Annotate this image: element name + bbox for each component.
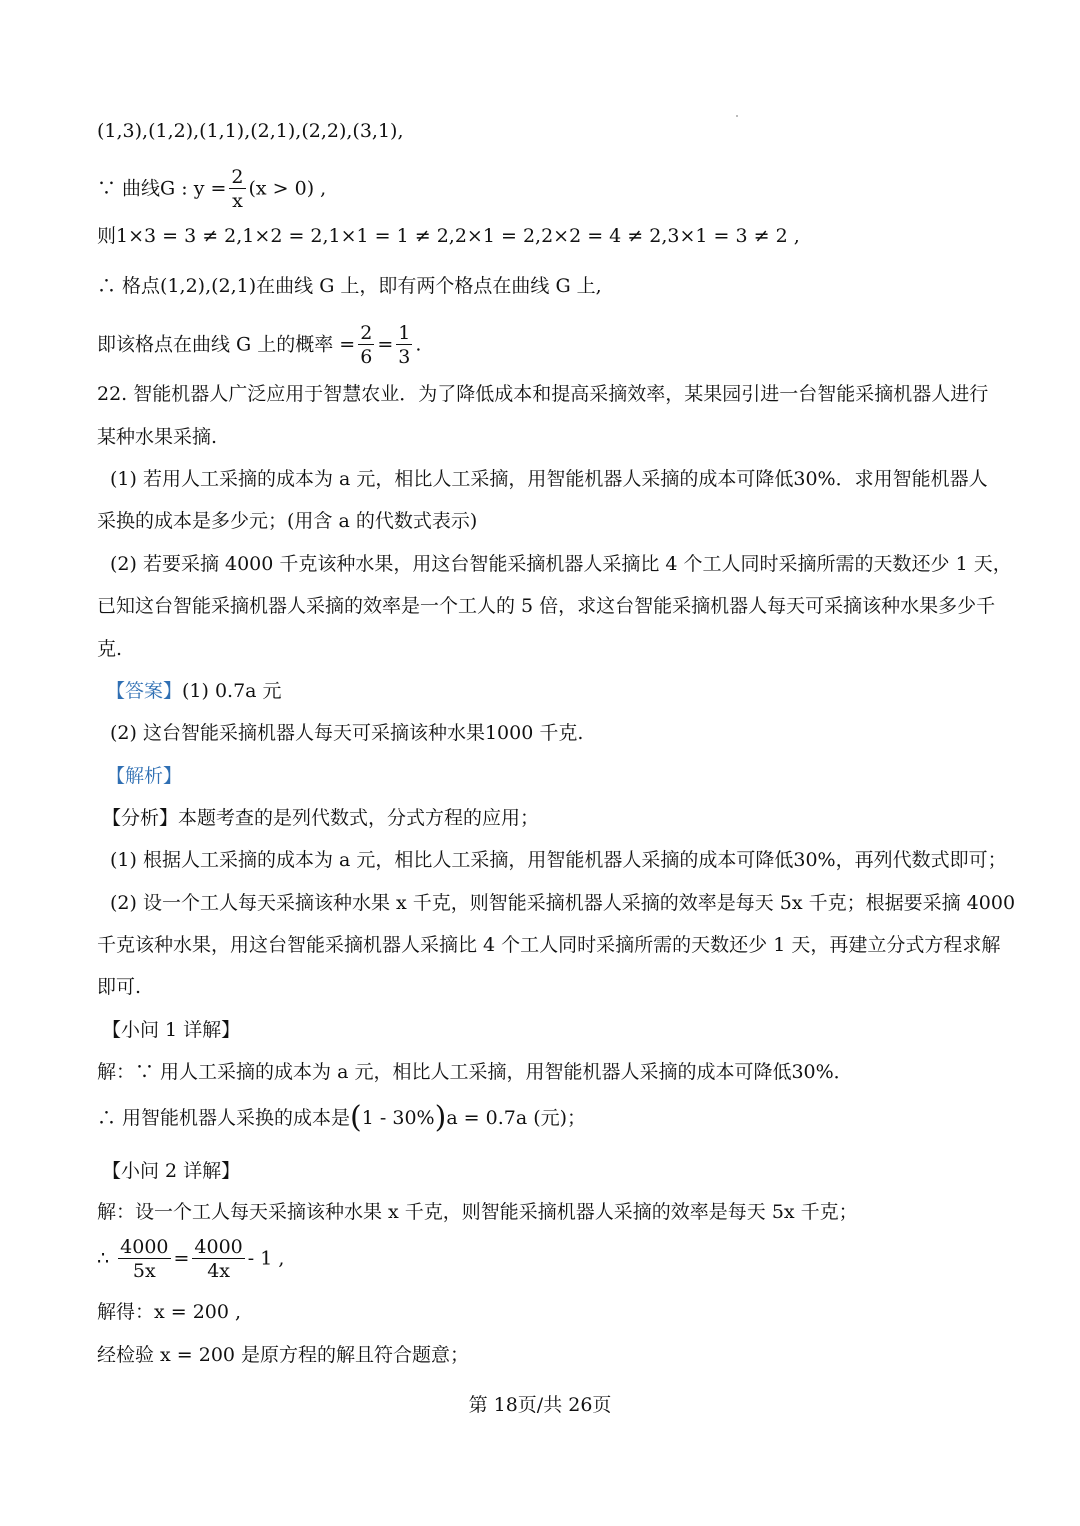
points-on-curve-line: ∴ 格点(1,2),(2,1)在曲线 G 上，即有两个格点在曲线 G 上, [97, 275, 602, 297]
solution-1-line-1: 解：∵ 用人工采摘的成本为 a 元，相比人工采摘，用智能机器人采摘的成本可降低30%． [97, 1061, 853, 1083]
subquestion-1-detail-heading: 【小问 1 详解】 [102, 1019, 241, 1041]
analysis-part-2-line-3: 即可. [97, 976, 142, 998]
lattice-points-line: (1,3),(1,2),(1,1),(2,1),(2,2),(3,1), [97, 120, 404, 142]
page-number-footer: 第 18页/共 26页 [468, 1394, 612, 1416]
subquestion-2-line-2: 已知这台智能采摘机器人采摘的效率是一个工人的 5 倍，求这台智能采摘机器人每天可采摘该种水果多少千 [97, 595, 996, 617]
analysis-summary: 【分析】本题考查的是列代数式，分式方程的应用； [102, 807, 540, 829]
fraction-2-over-6: $\frac{2}{6}$ [360, 322, 373, 368]
answer-line-1: 【答案】(1) 0.7a 元 [106, 680, 282, 702]
fraction-1-over-3: $\frac{1}{3}$ [398, 322, 411, 368]
subquestion-2-detail-heading: 【小问 2 详解】 [102, 1160, 241, 1182]
solve-result-line: 解得：x = 200 , [97, 1301, 242, 1323]
curve-definition-line [97, 166, 985, 213]
analysis-part-2-line-2: 千克该种水果，用这台智能采摘机器人采摘比 4 个工人同时采摘所需的天数还少 1 天，再建立分式方程求解 [97, 934, 1001, 956]
subquestion-1-line-2: 采换的成本是多少元；(用含 a 的代数式表示) [97, 510, 478, 532]
analysis-part-2-line-1: (2) 设一个工人每天采摘该种水果 x 千克，则智能采摘机器人采摘的效率是每天 5x 千克；根据要采摘 4000 [110, 892, 1016, 914]
equation-line: ∴ $\frac{4000}{5x}$ = $\frac{4000}{4x}$ - 1 , [97, 1236, 285, 1282]
subquestion-2-line-3: 克. [97, 638, 123, 660]
question-22-line-2: 某种水果采摘. [97, 426, 218, 448]
answer-tag: 【答案】 [106, 680, 183, 702]
products-check-line: 则1×3 = 3 ≠ 2,1×2 = 2,1×1 = 1 ≠ 2,2×1 = 2,2×2 = 4 ≠ 2,3×1 = 3 ≠ 2 , [97, 225, 800, 247]
answer-line-2: (2) 这台智能采摘机器人每天可采摘该种水果1000 千克. [110, 722, 584, 744]
question-22-line-1: 22. 智能机器人广泛应用于智慧农业．为了降低成本和提高采摘效率，某果园引进一台智能采摘机器人进行 [97, 383, 989, 405]
curve-condition: (x > 0) , [248, 177, 327, 200]
verification-line: 经检验 x = 200 是原方程的解且符合题意； [97, 1344, 470, 1366]
fraction-4000-over-4x: $\frac{4000}{4x}$ [194, 1236, 243, 1282]
solution-2-line-1: 解：设一个工人每天采摘该种水果 x 千克，则智能采摘机器人采摘的效率是每天 5x 千克； [97, 1201, 858, 1223]
subquestion-2-line-1: (2) 若要采摘 4000 千克该种水果，用这台智能采摘机器人采摘比 4 个工人同时采摘所需的天数还少 1 天， [110, 553, 1012, 575]
analysis-part-1: (1) 根据人工采摘的成本为 a 元，相比人工采摘，用智能机器人采摘的成本可降低30%，再列代数式即可； [110, 849, 1007, 871]
fraction-4000-over-5x: $\frac{4000}{5x}$ [120, 1236, 169, 1282]
solution-1-line-2: ∴ 用智能机器人采换的成本是(1 - 30%)a = 0.7a (元)； [97, 1100, 587, 1135]
curve-text: ∵ 曲线G : y = [97, 177, 227, 200]
analysis-tag: 【解析】 [106, 765, 183, 787]
probability-line: 即该格点在曲线 G 上的概率 = $\frac{2}{6}$ = $\frac{1}{3}$ . [97, 322, 422, 368]
fraction-2-over-x: $\frac{2}{x}$ [231, 166, 244, 212]
subquestion-1-line-1: (1) 若用人工采摘的成本为 a 元，相比人工采摘，用智能机器人采摘的成本可降低30%．求用智能机器人 [110, 468, 988, 490]
